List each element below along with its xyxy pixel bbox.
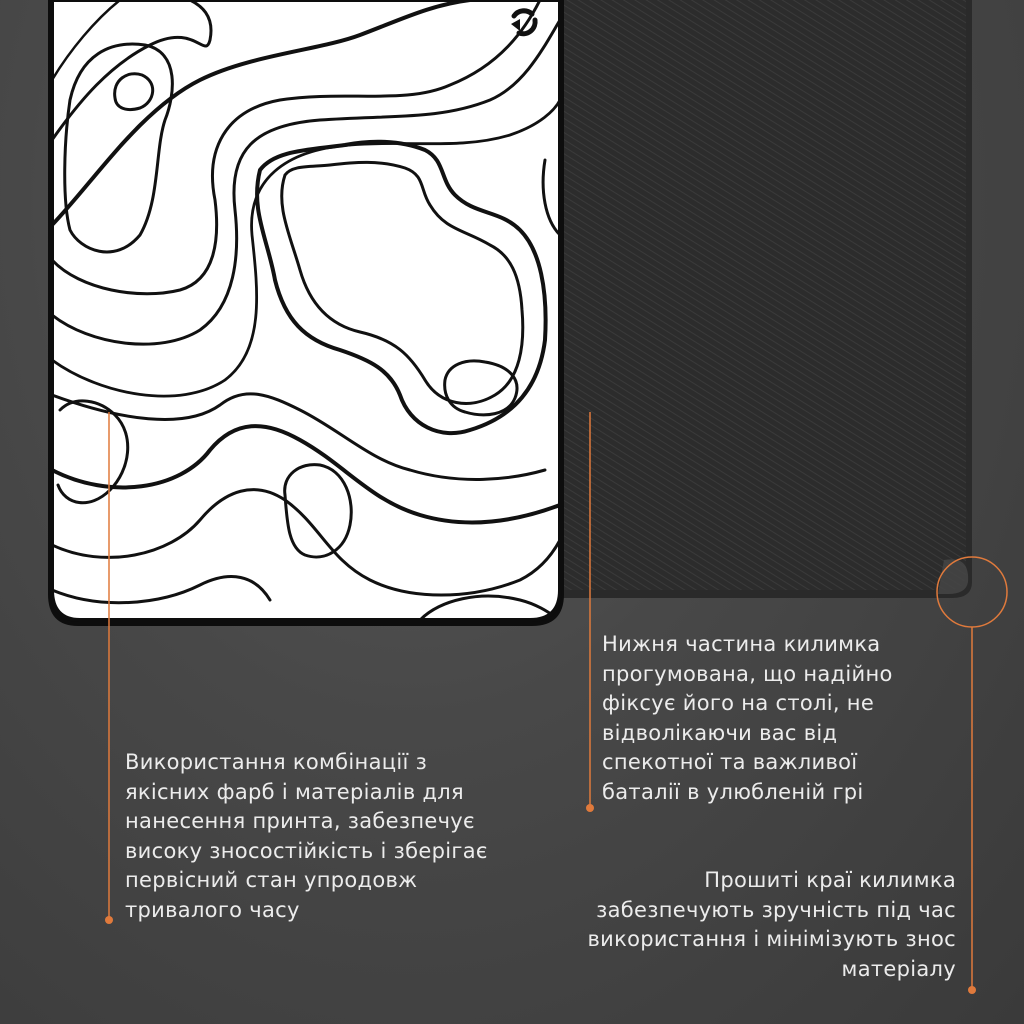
text-line: Прошиті краї килимка bbox=[704, 868, 956, 892]
callout-print-quality-text bbox=[125, 748, 488, 925]
text-line: Використання комбінації з bbox=[125, 750, 428, 774]
text-line: первісний стан упродовж bbox=[125, 868, 418, 892]
callout-rubber-base-text bbox=[602, 630, 893, 807]
text-line: Нижня частина килимка bbox=[602, 632, 881, 656]
text-line: використання і мінімізують знос bbox=[587, 927, 956, 951]
text-line: нанесення принта, забезпечує bbox=[125, 809, 475, 833]
text-line: якісних фарб і матеріалів для bbox=[125, 779, 464, 804]
text-line: забезпечують зручність під час bbox=[596, 897, 956, 922]
text-line: матеріалу bbox=[841, 956, 956, 981]
topographic-print bbox=[48, 0, 564, 626]
callout-stitched-edges-text bbox=[587, 866, 956, 984]
text-line: баталії в улюбленій грі bbox=[602, 779, 864, 804]
text-line: фіксує його на столі, не bbox=[602, 691, 875, 715]
text-line: відволікаючи вас від bbox=[602, 720, 838, 745]
text-line: високу зносостійкість і зберігає bbox=[125, 838, 488, 863]
text-line: прогумована, що надійно bbox=[602, 661, 893, 686]
text-line: тривалого часу bbox=[125, 897, 300, 922]
rubber-base bbox=[548, 0, 972, 598]
text-line: спекотної та важливої bbox=[602, 750, 858, 774]
